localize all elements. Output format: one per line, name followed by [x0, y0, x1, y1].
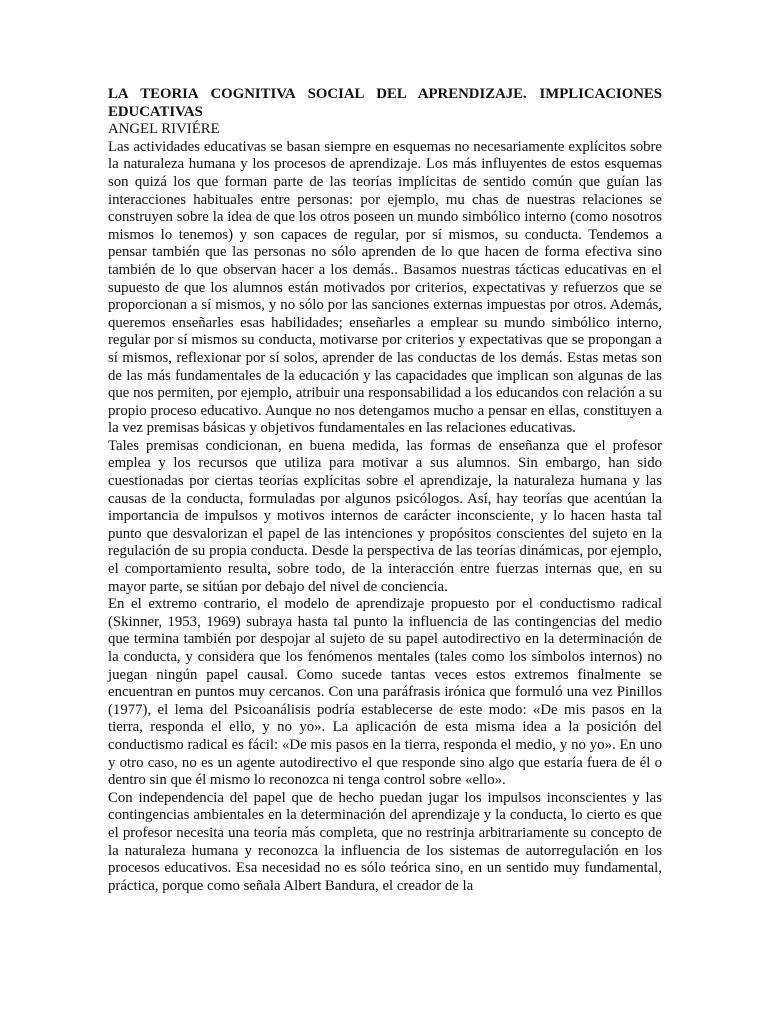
paragraph-3: En el extremo contrario, el modelo de aprendizaje propuesto por el conductismo radical (Skinner, 1953, 1969) subraya hasta tal punto la influencia de las contingencias del medio que termina también por despojar al sujeto de su papel autodirectivo en la determinación de la conducta, y considera que los fenómenos mentales (tales como los símbolos internos) no juegan ningún papel causal. Como sucede tantas veces estos extremos finalmente se encuentran en puntos muy cercanos. Con una paráfrasis irónica que formuló una vez Pinillos (1977), el lema del Psicoanálisis podría establecerse de este modo: «De mis pasos en la tierra, responda el ello, y no yo». La aplicación de esta misma idea a la posición del conductismo radical es fácil: «De mis pasos en la tierra, responda el medio, y no yo». En uno y otro caso, no es un agente autodirectivo el que responde sino algo que estaría fuera de él o dentro sin que él mismo lo reconozca ni tenga control sobre «ello». [108, 596, 662, 789]
paragraph-4: Con independencia del papel que de hecho puedan jugar los impulsos inconscientes y las contingencias ambientales en la determinación del aprendizaje y la conducta, lo cierto es que el profesor necesita una teoría más completa, que no restrinja arbitrariamente su concepto de la naturaleza humana y reconozca la influencia de los sistemas de autorregulación en los procesos educativos. Esa necesidad no es sólo teórica sino, en un sentido muy fundamental, práctica, porque como señala Albert Bandura, el creador de la [108, 789, 662, 894]
document-title: LA TEORIA COGNITIVA SOCIAL DEL APRENDIZAJE. IMPLICACIONES EDUCATIVAS [108, 86, 662, 120]
document-page [108, 86, 662, 895]
paragraph-1: Las actividades educativas se basan siempre en esquemas no necesariamente explícitos sobre la naturaleza humana y los procesos de aprendizaje. Los más influyentes de estos esquemas son quizá los que forman parte de las teorías implícitas de sentido común que guían las interacciones habituales entre personas: por ejemplo, mu chas de nuestras relaciones se construyen sobre la idea de que los otros poseen un mundo simbólico interno (como nosotros mismos lo tenemos) y son capaces de regular, por sí mismos, su conducta. Tendemos a pensar también que las personas no sólo aprenden de lo que hacen de forma efectiva sino también de lo que observan hacer a los demás.. Basamos nuestras tácticas educativas en el supuesto de que los alumnos están motivados por criterios, expectativas y refuerzos que se proporcionan a sí mismos, y no sólo por las sanciones externas impuestas por otros. Además, queremos enseñarles esas habilidades; enseñarles a emplear su mundo simbólico interno, regular por sí mismos su conducta, motivarse por criterios y expectativas que se propongan a sí mismos, reflexionar por sí solos, aprender de las conductas de los demás. Estas metas son de las más fundamentales de la educación y las capacidades que implican son algunas de las que nos permiten, por ejemplo, atribuir una responsabilidad a los educandos con relación a su propio proceso educativo. Aunque no nos detengamos mucho a pensar en ellas, constituyen a la vez premisas básicas y objetivos fundamentales en las relaciones educativas. [108, 138, 662, 437]
paragraph-2: Tales premisas condicionan, en buena medida, las formas de enseñanza que el profesor emplea y los recursos que utiliza para motivar a sus alumnos. Sin embargo, han sido cuestionadas por ciertas teorías explícitas sobre el aprendizaje, la naturaleza humana y las causas de la conducta, formuladas por algunos psicólogos. Así, hay teorías que acentúan la importancia de impulsos y motivos internos de carácter inconsciente, y lo hacen hasta tal punto que desvalorizan el papel de las intenciones y propósitos conscientes del sujeto en la regulación de su propia conducta. Desde la perspectiva de las teorías dinámicas, por ejemplo, el comportamiento resulta, sobre todo, de la interacción entre fuerzas internas que, en su mayor parte, se sitúan por debajo del nivel de conciencia. [108, 437, 662, 595]
document-author: ANGEL RIVIÉRE [108, 121, 220, 138]
